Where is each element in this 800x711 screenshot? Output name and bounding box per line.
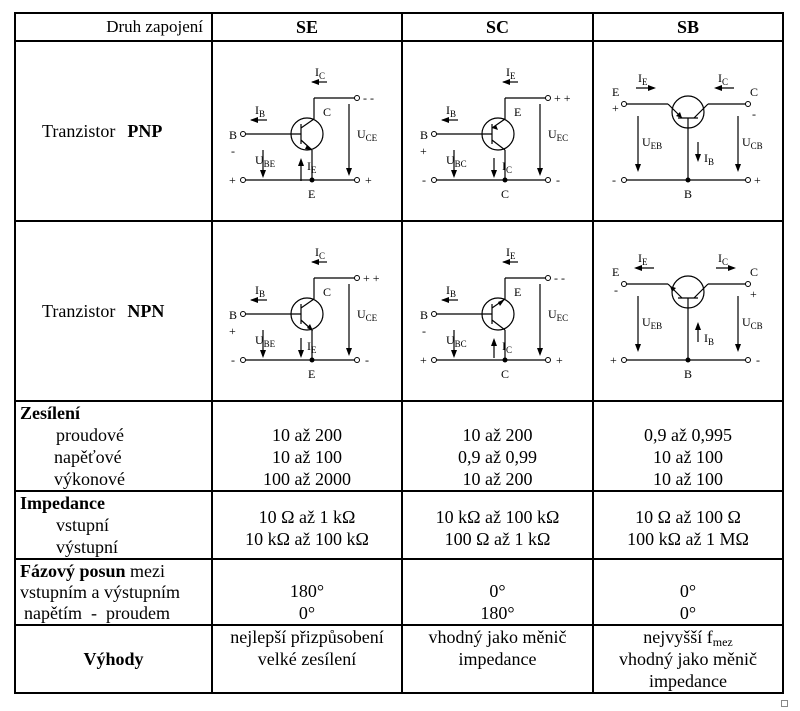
lbl-plus: + bbox=[229, 324, 236, 338]
lbl-e: E bbox=[513, 285, 521, 299]
lbl-minus: - bbox=[421, 173, 426, 187]
gain-row bbox=[15, 401, 783, 491]
row-label-type: NPN bbox=[127, 301, 165, 321]
lbl-ib: $I_B$ bbox=[445, 103, 456, 119]
lbl-minus: - bbox=[612, 173, 616, 187]
value: 0° bbox=[489, 581, 506, 601]
gain-label-power: výkonové bbox=[54, 469, 125, 489]
pnp-sb-circuit bbox=[598, 46, 778, 216]
lbl-e: E bbox=[513, 105, 521, 119]
value: nejlepší přizpůsobení bbox=[230, 627, 384, 647]
impedance-sb bbox=[593, 491, 783, 559]
value: 10 kΩ až 100 kΩ bbox=[245, 529, 369, 549]
lbl-ie: $I_E$ bbox=[638, 71, 648, 87]
lbl-plus: + bbox=[365, 173, 372, 187]
lbl-minus: - bbox=[231, 144, 235, 158]
value: vhodný jako měnič bbox=[428, 627, 567, 647]
pnp-sb-diagram bbox=[593, 41, 783, 221]
pnp-row bbox=[15, 41, 783, 221]
lbl-b: B bbox=[229, 128, 238, 142]
lbl-ic: $I_C$ bbox=[501, 339, 512, 355]
gain-sb bbox=[593, 401, 783, 491]
value: 100 kΩ až 1 MΩ bbox=[627, 529, 749, 549]
lbl-c: C bbox=[750, 265, 759, 279]
header-row bbox=[15, 13, 783, 41]
impedance-title: Impedance bbox=[20, 493, 105, 513]
value: impedance bbox=[649, 671, 727, 691]
lbl-b: B bbox=[419, 308, 428, 322]
advantages-sb bbox=[593, 625, 783, 693]
lbl-minus: - bbox=[555, 173, 560, 187]
phase-se bbox=[212, 559, 402, 625]
pnp-se-diagram bbox=[212, 41, 402, 221]
lbl-minus: - bbox=[614, 283, 618, 297]
lbl-ic: $I_C$ bbox=[718, 71, 729, 87]
header-sc: SC bbox=[402, 13, 593, 41]
lbl-b: B bbox=[684, 187, 693, 201]
lbl-ic: $I_C$ bbox=[315, 65, 326, 81]
npn-row bbox=[15, 221, 783, 401]
lbl-uec: $U_{EC}$ bbox=[547, 127, 568, 143]
value: velké zesílení bbox=[257, 649, 357, 669]
phase-row bbox=[15, 559, 783, 625]
gain-label-cell bbox=[15, 401, 212, 491]
lbl-e: E bbox=[308, 187, 316, 201]
lbl-minusminus: - - bbox=[363, 91, 374, 105]
lbl-ic: $I_C$ bbox=[315, 245, 326, 261]
lbl-ic: $I_C$ bbox=[501, 159, 512, 175]
pnp-sc-circuit bbox=[408, 46, 588, 216]
lbl-ube: $U_{BE}$ bbox=[255, 153, 276, 169]
row-label-text: Tranzistor bbox=[42, 121, 116, 141]
lbl-ib: $I_B$ bbox=[255, 103, 266, 119]
lbl-ueb: $U_{EB}$ bbox=[642, 315, 663, 331]
value: 10 Ω až 1 kΩ bbox=[258, 507, 356, 527]
lbl-e: E bbox=[308, 367, 316, 381]
phase-label-cell bbox=[15, 559, 212, 625]
value: 0° bbox=[679, 581, 697, 601]
lbl-ucb: $U_{CB}$ bbox=[742, 135, 763, 151]
lbl-ib: $I_B$ bbox=[704, 151, 715, 167]
value: 100 Ω až 1 kΩ bbox=[444, 529, 551, 549]
lbl-b: B bbox=[419, 128, 428, 142]
lbl-plusplus: + + bbox=[363, 271, 380, 285]
value: 0° bbox=[298, 603, 316, 623]
gain-label-current: proudové bbox=[56, 425, 124, 445]
value: 180° bbox=[289, 581, 325, 601]
impedance-label-output: výstupní bbox=[56, 537, 119, 557]
value: 10 až 200 bbox=[462, 425, 533, 445]
lbl-minus: - bbox=[756, 353, 760, 367]
lbl-ubc: $U_{BC}$ bbox=[445, 153, 467, 169]
lbl-e: E bbox=[612, 85, 620, 99]
phase-title-rest: mezi bbox=[125, 561, 166, 581]
lbl-uec: $U_{EC}$ bbox=[547, 307, 568, 323]
value: 10 až 100 bbox=[653, 447, 723, 467]
value: 10 až 200 bbox=[272, 425, 342, 445]
lbl-plus: + bbox=[555, 353, 563, 367]
npn-se-diagram bbox=[212, 221, 402, 401]
lbl-c: C bbox=[500, 187, 509, 201]
lbl-minus: - bbox=[231, 353, 235, 367]
advantages-row bbox=[15, 625, 783, 693]
lbl-ueb: $U_{EB}$ bbox=[642, 135, 663, 151]
lbl-plus: + bbox=[612, 101, 619, 115]
corner-handle bbox=[781, 700, 788, 707]
phase-sb bbox=[593, 559, 783, 625]
phase-line2: vstupním a výstupním bbox=[20, 582, 181, 602]
npn-se-circuit bbox=[217, 226, 397, 396]
lbl-ube: $U_{BE}$ bbox=[255, 333, 276, 349]
npn-sb-circuit bbox=[598, 226, 778, 396]
advantages-sc bbox=[402, 625, 593, 693]
advantages-se bbox=[212, 625, 402, 693]
npn-sc-circuit bbox=[408, 226, 588, 396]
phase-title: Fázový posun bbox=[20, 561, 126, 581]
gain-title: Zesílení bbox=[20, 403, 81, 423]
lbl-b: B bbox=[229, 308, 238, 322]
impedance-sc bbox=[402, 491, 593, 559]
lbl-plus: + bbox=[750, 287, 757, 301]
impedance-label-cell bbox=[15, 491, 212, 559]
value: 10 kΩ až 100 kΩ bbox=[435, 507, 560, 527]
pnp-se-circuit bbox=[217, 46, 397, 216]
pnp-sc-diagram bbox=[402, 41, 593, 221]
value: 0,9 až 0,99 bbox=[458, 447, 537, 467]
lbl-e: E bbox=[612, 265, 620, 279]
impedance-label-input: vstupní bbox=[56, 515, 110, 535]
transistor-comparison-table bbox=[14, 12, 784, 694]
lbl-c: C bbox=[500, 367, 509, 381]
header-connection-type: Druh zapojení bbox=[15, 13, 212, 41]
lbl-ib: $I_B$ bbox=[255, 283, 266, 299]
lbl-uce: $U_{CE}$ bbox=[357, 127, 378, 143]
lbl-minus: - bbox=[365, 353, 369, 367]
value: impedance bbox=[458, 649, 537, 669]
lbl-minus: - bbox=[752, 107, 756, 121]
lbl-c: C bbox=[750, 85, 759, 99]
lbl-ie: $I_E$ bbox=[307, 159, 317, 175]
lbl-plusplus: + + bbox=[553, 91, 571, 105]
lbl-ucb: $U_{CB}$ bbox=[742, 315, 763, 331]
phase-sc bbox=[402, 559, 593, 625]
lbl-ic: $I_C$ bbox=[718, 251, 729, 267]
lbl-uce: $U_{CE}$ bbox=[357, 307, 378, 323]
lbl-plus: + bbox=[229, 173, 236, 187]
gain-se bbox=[212, 401, 402, 491]
lbl-plus: + bbox=[419, 353, 427, 367]
npn-row-label bbox=[15, 221, 212, 401]
lbl-ie: $I_E$ bbox=[638, 251, 648, 267]
lbl-plus: + bbox=[419, 144, 427, 158]
lbl-minusminus: - - bbox=[553, 271, 565, 285]
advantages-label: Výhody bbox=[15, 625, 212, 693]
value: 0,9 až 0,995 bbox=[644, 425, 732, 445]
value: 10 až 100 bbox=[653, 469, 723, 489]
lbl-ib: $I_B$ bbox=[445, 283, 456, 299]
lbl-ubc: $U_{BC}$ bbox=[445, 333, 467, 349]
lbl-c: C bbox=[323, 285, 332, 299]
impedance-se bbox=[212, 491, 402, 559]
value: 180° bbox=[480, 603, 515, 623]
lbl-plus: + bbox=[610, 353, 617, 367]
gain-sc bbox=[402, 401, 593, 491]
lbl-plus: + bbox=[754, 173, 761, 187]
value: vhodný jako měnič bbox=[619, 649, 757, 669]
impedance-row bbox=[15, 491, 783, 559]
lbl-ie: $I_E$ bbox=[505, 65, 515, 81]
npn-sc-diagram bbox=[402, 221, 593, 401]
value: 10 Ω až 100 Ω bbox=[635, 507, 741, 527]
lbl-c: C bbox=[323, 105, 332, 119]
row-label-text: Tranzistor bbox=[42, 301, 116, 321]
npn-sb-diagram bbox=[593, 221, 783, 401]
phase-line3: napětím - proudem bbox=[24, 603, 170, 623]
value: nejvyšší $f_{mez}$ bbox=[643, 627, 733, 649]
value: 100 až 2000 bbox=[263, 469, 351, 489]
value: 0° bbox=[679, 603, 697, 623]
row-label-type: PNP bbox=[127, 121, 163, 141]
gain-label-voltage: napěťové bbox=[54, 447, 122, 467]
lbl-ie: $I_E$ bbox=[505, 245, 515, 261]
header-sb: SB bbox=[593, 13, 783, 41]
header-se: SE bbox=[212, 13, 402, 41]
lbl-ib: $I_B$ bbox=[704, 331, 715, 347]
lbl-b: B bbox=[684, 367, 693, 381]
pnp-row-label bbox=[15, 41, 212, 221]
value: 10 až 200 bbox=[462, 469, 533, 489]
value: 10 až 100 bbox=[272, 447, 342, 467]
lbl-ie: $I_E$ bbox=[307, 339, 317, 355]
lbl-minus: - bbox=[421, 324, 426, 338]
